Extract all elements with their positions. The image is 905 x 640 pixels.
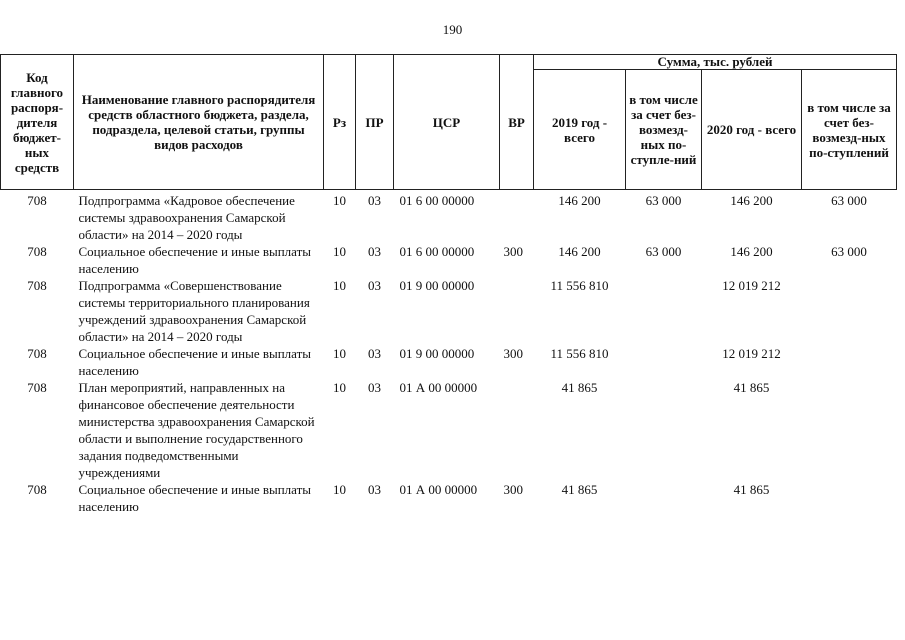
header-sum-title: Сумма, тыс. рублей: [534, 55, 897, 70]
row-vr: 300: [503, 482, 523, 497]
row-free-2020: [802, 481, 897, 515]
row-free-2019: 63 000: [645, 244, 682, 259]
row-free-2020: 63 000: [831, 244, 867, 259]
row-sum-2020: 12 019 212: [722, 278, 781, 293]
row-rz: 10: [333, 380, 346, 395]
row-rz: 10: [333, 346, 346, 361]
row-vr: [500, 190, 534, 244]
row-free-2020: [802, 379, 897, 481]
table-row: [1, 345, 897, 379]
row-rz: 10: [333, 278, 346, 293]
row-free-2019: [626, 481, 702, 515]
table-row: [1, 481, 897, 515]
row-vr: 300: [503, 346, 523, 361]
budget-table: [0, 54, 897, 515]
row-code: 708: [27, 193, 47, 208]
table-row: [1, 379, 897, 481]
row-name: Подпрограмма «Кадровое обеспечение системы здравоохранения Самарской области» на 2014 – 2020 годы: [78, 193, 295, 242]
table-row: [1, 277, 897, 345]
row-name: Социальное обеспечение и иные выплаты населению: [78, 346, 312, 378]
page-number: 190: [442, 22, 463, 37]
row-pr: 03: [368, 278, 381, 293]
row-free-2019: 63 000: [645, 193, 682, 208]
header-csr: ЦСР: [394, 55, 500, 190]
row-free-2019: [626, 345, 702, 379]
row-name: Социальное обеспечение и иные выплаты населению: [78, 482, 312, 514]
row-code: 708: [27, 278, 47, 293]
header-free-2019: в том числе за счет без-возмезд-ных по-ступле-ний: [626, 70, 702, 190]
row-name: План мероприятий, направленных на финансовое обеспечение деятельности министерства здравоохранения Самарской области и выполнение государственного задания подведомственными учреждениями: [78, 380, 315, 480]
row-sum-2019: 11 556 810: [550, 278, 609, 293]
row-free-2020: 63 000: [831, 193, 867, 208]
row-name: Подпрограмма «Совершенствование системы территориального планирования учреждений здравоохранения Самарской области» на 2014 – 2020 годы: [78, 278, 310, 344]
row-code: 708: [27, 380, 47, 395]
row-code: 708: [27, 346, 47, 361]
row-sum-2019: 146 200: [558, 193, 601, 208]
row-sum-2019: 11 556 810: [550, 346, 609, 361]
row-sum-2020: 41 865: [733, 482, 770, 497]
row-code: 708: [27, 482, 47, 497]
header-code: Код главного распоря-дителя бюджет-ных средств: [1, 55, 74, 190]
row-csr: 01 9 00 00000: [399, 346, 475, 361]
row-sum-2020: 41 865: [733, 380, 770, 395]
header-pr: ПР: [356, 55, 394, 190]
row-pr: 03: [368, 482, 381, 497]
table-header: [1, 55, 897, 190]
row-free-2020: [802, 277, 897, 345]
row-csr: 01 А 00 00000: [399, 482, 478, 497]
header-sum-2019: 2019 год - всего: [534, 70, 626, 190]
header-rz: Рз: [324, 55, 356, 190]
table-body: [1, 190, 897, 516]
header-vr: ВР: [500, 55, 534, 190]
row-sum-2019: 41 865: [561, 482, 598, 497]
row-sum-2020: 146 200: [730, 244, 773, 259]
row-rz: 10: [333, 193, 346, 208]
header-sum-2020: 2020 год - всего: [702, 70, 802, 190]
row-rz: 10: [333, 244, 346, 259]
header-name: Наименование главного распорядителя средств областного бюджета, раздела, подраздела, целевой статьи, группы видов расходов: [74, 55, 324, 190]
row-csr: 01 6 00 00000: [399, 193, 475, 208]
row-pr: 03: [368, 380, 381, 395]
row-pr: 03: [368, 346, 381, 361]
table-row: [1, 243, 897, 277]
row-sum-2019: 146 200: [558, 244, 601, 259]
row-sum-2019: 41 865: [561, 380, 598, 395]
row-vr: 300: [503, 244, 523, 259]
row-csr: 01 6 00 00000: [399, 244, 475, 259]
row-pr: 03: [368, 193, 381, 208]
row-vr: [500, 277, 534, 345]
row-csr: 01 9 00 00000: [399, 278, 475, 293]
row-sum-2020: 146 200: [730, 193, 773, 208]
row-csr: 01 А 00 00000: [399, 380, 478, 395]
row-vr: [500, 379, 534, 481]
row-free-2019: [626, 277, 702, 345]
row-rz: 10: [333, 482, 346, 497]
row-name: Социальное обеспечение и иные выплаты населению: [78, 244, 312, 276]
row-free-2019: [626, 379, 702, 481]
row-free-2020: [802, 345, 897, 379]
table-row: [1, 190, 897, 244]
row-sum-2020: 12 019 212: [722, 346, 781, 361]
row-code: 708: [27, 244, 47, 259]
row-pr: 03: [368, 244, 381, 259]
header-free-2020: в том числе за счет без-возмезд-ных по-ступлений: [802, 70, 897, 190]
